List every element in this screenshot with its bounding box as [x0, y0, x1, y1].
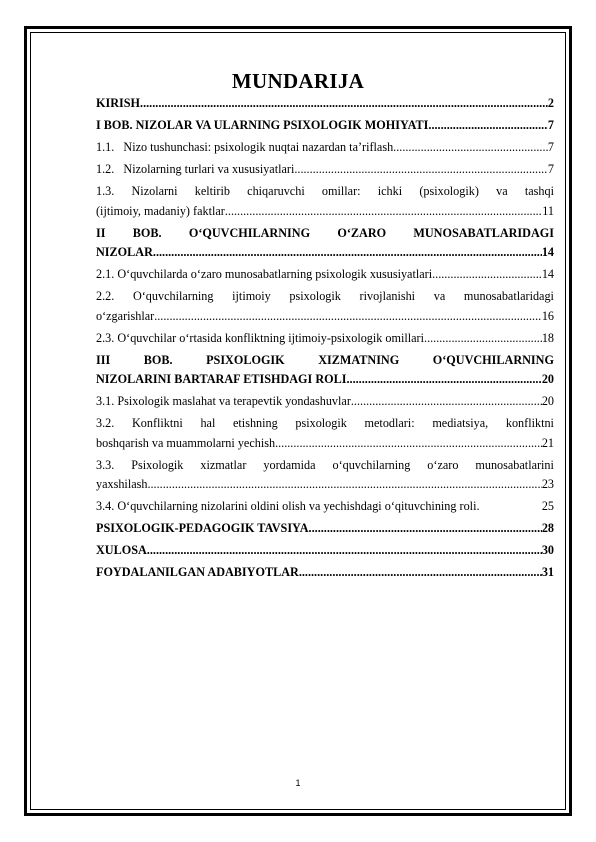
toc-entry-word: 3.3.: [96, 457, 115, 472]
toc-entry-word: hal: [200, 416, 216, 430]
toc-entry-text: NIZOLARINI BARTARAF ETISHDAGI ROLI: [96, 372, 347, 386]
toc-page-number: 7: [547, 162, 554, 176]
toc-entry-line-2: [96, 475, 554, 495]
toc-entry-word: II: [96, 225, 106, 240]
toc-entry-line-2: [96, 307, 554, 327]
toc-entry[interactable]: [96, 138, 554, 158]
toc-entry-word: va: [433, 289, 446, 303]
toc-entry-word: tashqi: [524, 184, 554, 198]
toc-leader-dots: [428, 116, 548, 136]
toc-entry-text: o‘zgarishlar: [96, 308, 155, 323]
toc-page-number: 30: [541, 543, 554, 557]
toc-page-number: 23: [541, 477, 554, 491]
toc-entry-word: Konfliktni: [131, 416, 183, 430]
toc-entry-word: 3.2.: [96, 416, 115, 430]
toc-leader-dots: [147, 475, 541, 495]
toc-page-number: 14: [541, 245, 554, 259]
toc-entry-word: O‘QUVCHILARNING: [188, 225, 311, 240]
toc-entry-word: va: [496, 184, 508, 198]
toc-entry[interactable]: [96, 351, 554, 390]
toc-leader-dots: [154, 307, 542, 327]
toc-entry-word: Psixologik: [131, 457, 184, 472]
toc-entry-line-2: [96, 243, 554, 263]
toc-leader-dots: [351, 392, 542, 412]
toc-entry-word: BOB.: [132, 225, 162, 240]
toc-entry-text: 2.1. O‘quvchilarda o‘zaro munosabatlarning psixologik xususiyatlari: [96, 267, 433, 281]
toc-entry[interactable]: [96, 563, 554, 583]
toc-entry[interactable]: [96, 182, 554, 221]
toc-leader-dots: [275, 434, 542, 454]
toc-entry-text: I BOB. NIZOLAR VA ULARNING PSIXOLOGIK MOHIYATI: [96, 118, 429, 132]
toc-page-number: 28: [541, 521, 554, 535]
toc-entry[interactable]: [96, 414, 554, 453]
toc-entry-text: 3.4. O‘quvchilarning nizolarini oldini olish va yechishdagi o‘qituvchining roli.: [96, 499, 480, 513]
toc-entry-word: ichki: [377, 184, 403, 198]
toc-entry-word: O‘QUVCHILARNING: [432, 352, 554, 367]
toc-entry[interactable]: [96, 287, 554, 326]
toc-page-number: 14: [541, 267, 554, 281]
toc-entry-word: XIZMATNING: [318, 352, 400, 367]
toc-entry[interactable]: [96, 456, 554, 495]
toc-leader-dots: [393, 138, 548, 158]
toc-entry[interactable]: [96, 392, 554, 412]
toc-entry-text: KIRISH: [96, 96, 141, 110]
toc-entry-word: Nizolarni: [131, 184, 178, 198]
toc-entry-line-1: [96, 351, 554, 371]
toc-leader-dots: [140, 94, 548, 114]
toc-entry-line-1: [96, 182, 554, 202]
toc-entry-line-2: [96, 370, 554, 390]
toc-entry-text: 2.3. O‘quvchilar o‘rtasida konfliktning ijtimoiy-psixologik omillari: [96, 330, 425, 345]
toc-entry-word: psixologik: [295, 416, 347, 430]
toc-entry-line-1: [96, 224, 554, 244]
toc-entry-text: XULOSA: [96, 543, 147, 557]
toc-entry-word: PSIXOLOGIK: [206, 352, 285, 367]
toc-leader-dots: [225, 202, 542, 222]
toc-entry-word: O‘ZARO: [337, 225, 387, 240]
toc-entry-word: konfliktni: [505, 416, 554, 430]
toc-leader-dots: [432, 265, 542, 285]
toc-entry-text: 1.1. Nizo tushunchasi: psixologik nuqtai nazardan ta’riflash: [96, 140, 394, 154]
toc-entry-word: xizmatlar: [200, 457, 247, 472]
toc-entry[interactable]: [96, 497, 554, 517]
toc-entry[interactable]: [96, 519, 554, 539]
toc-entry-word: keltirib: [194, 184, 230, 198]
toc-entry-word: rivojlanishi: [359, 289, 416, 303]
page-number: 1: [295, 778, 301, 788]
toc-entry-word: 1.3.: [96, 184, 115, 198]
toc-page-number: 11: [542, 203, 554, 218]
toc-entry-line-1: [96, 414, 554, 434]
toc-entry-word: munosabatlaridagi: [463, 289, 554, 303]
toc-entry-word: ijtimoiy: [232, 289, 271, 303]
toc-entry-word: omillar:: [321, 184, 361, 198]
toc-entry-text: FOYDALANILGAN ADABIYOTLAR: [96, 565, 299, 579]
toc-entry-word: 2.2.: [96, 289, 115, 303]
toc-entry[interactable]: [96, 541, 554, 561]
toc-entry-word: BOB.: [143, 352, 173, 367]
toc-title: MUNDARIJA: [231, 69, 365, 93]
toc-entry-line-2: [96, 434, 554, 454]
toc-page-number: 25: [541, 499, 554, 513]
toc-entry-word: o‘zaro: [427, 457, 459, 472]
toc-entry-word: metodlari:: [364, 416, 415, 430]
toc-entry-text: boshqarish va muammolarni yechish: [96, 435, 276, 450]
toc-page-number: 2: [547, 96, 554, 110]
toc-entry-word: munosabatlarini: [475, 457, 554, 472]
toc-entry-word: yordamida: [263, 457, 316, 472]
toc-entry-line-2: [96, 202, 554, 222]
toc-entry-text: NIZOLAR: [96, 245, 153, 259]
table-of-contents: [96, 94, 554, 585]
toc-entry[interactable]: [96, 116, 554, 136]
toc-page-number: 20: [541, 372, 554, 386]
toc-entry-line-1: [96, 287, 554, 307]
toc-entry-word: o‘quvchilarning: [332, 457, 411, 472]
toc-entry-line-1: [96, 456, 554, 476]
toc-entry-word: (psixologik): [419, 184, 479, 198]
toc-page-number: 21: [541, 435, 554, 450]
toc-entry-text: PSIXOLOGIK-PEDAGOGIK TAVSIYA: [96, 521, 309, 535]
toc-entry-text: yaxshilash: [96, 477, 148, 491]
toc-entry-word: psixologik: [289, 289, 341, 303]
toc-page-number: 18: [541, 330, 554, 345]
toc-leader-dots: [346, 370, 541, 390]
toc-page-number: 7: [547, 140, 554, 154]
toc-entry-word: mediatsiya,: [432, 416, 489, 430]
toc-entry[interactable]: [96, 329, 554, 349]
toc-entry-word: chiqaruvchi: [247, 184, 305, 198]
toc-entry-word: MUNOSABATLARIDAGI: [413, 225, 554, 240]
toc-leader-dots: [424, 329, 542, 349]
toc-leader-dots: [147, 541, 542, 561]
toc-entry-text: 3.1. Psixologik maslahat va terapevtik yondashuvlar: [96, 394, 351, 408]
toc-entry-word: etishning: [233, 416, 278, 430]
toc-entry-text: 1.2. Nizolarning turlari va xususiyatlari: [96, 162, 295, 176]
toc-page-number: 7: [547, 118, 554, 132]
toc-entry[interactable]: [96, 224, 554, 263]
toc-page-number: 31: [541, 565, 554, 579]
toc-leader-dots: [309, 519, 542, 539]
toc-entry-text: (ijtimoiy, madaniy) faktlar: [96, 203, 225, 218]
toc-leader-dots: [294, 160, 548, 180]
toc-page-number: 20: [541, 394, 554, 408]
toc-page-number: 16: [541, 308, 554, 323]
toc-entry[interactable]: [96, 94, 554, 114]
toc-leader-dots: [153, 243, 542, 263]
toc-entry-word: III: [96, 352, 111, 367]
toc-entry[interactable]: [96, 160, 554, 180]
toc-leader-dots: [299, 563, 542, 583]
toc-entry[interactable]: [96, 265, 554, 285]
toc-entry-word: O‘quvchilarning: [132, 289, 214, 303]
